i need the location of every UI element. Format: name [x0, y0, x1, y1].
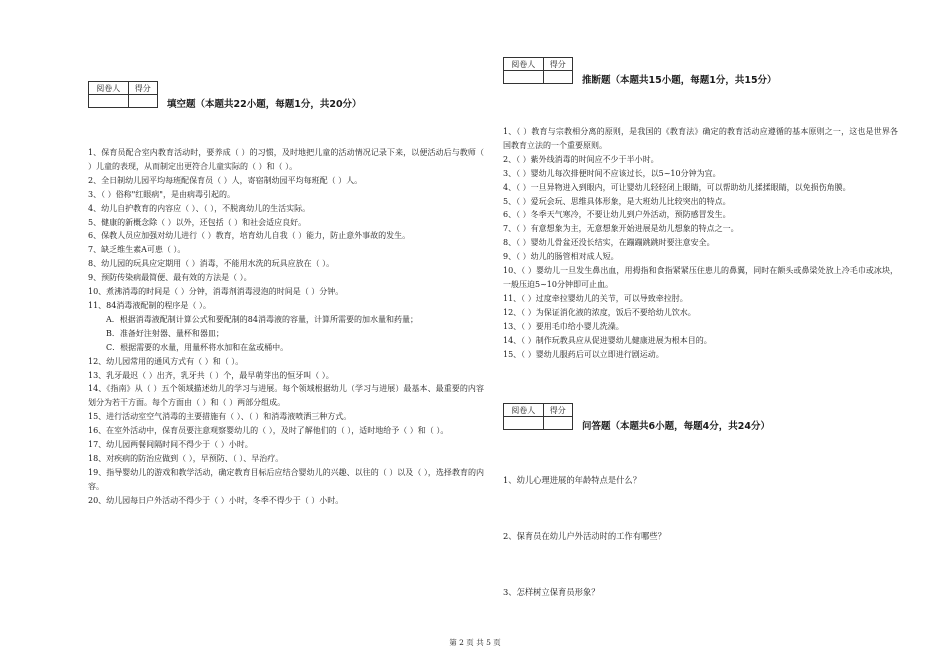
fill-q19: 19、指导婴幼儿的游戏和教学活动，确定教育目标后应结合婴幼儿的兴趣、以往的（ ）以及（ ），选择教育的内容。 — [88, 467, 484, 491]
judge-q1: 1、（ ）教育与宗教相分离的原则，是我国的《教育法》确定的教育活动应遵循的基本原则之一，这也是世界各国教育立法的一个重要原则。 — [503, 127, 898, 150]
judge-q6: 6、（ ）冬季天气寒冷，不要让幼儿到户外活动，预防感冒发生。 — [503, 210, 731, 220]
score-label: 得分 — [128, 82, 157, 95]
judge-questions — [503, 125, 898, 361]
reviewer-label: 阅卷人 — [504, 404, 544, 417]
fill-q11-option-b: B．准备好注射器、量杯和器皿； — [106, 328, 224, 338]
qa-q2: 2、保育员在幼儿户外活动时的工作有哪些？ — [503, 531, 666, 541]
fill-q12: 12、幼儿园常用的通风方式有（ ）和（ ）。 — [88, 356, 244, 366]
judge-q14: 14、（ ）制作玩教具应从促进婴幼儿健康进展为根本目的。 — [503, 335, 712, 345]
fill-q4: 4、幼儿自护教育的内容应（ ）、（ ），不脱离幼儿的生活实际。 — [88, 203, 311, 213]
score-table-qa — [503, 403, 573, 430]
judge-q15: 15、（ ）婴幼儿服药后可以立即进行剧运动。 — [503, 349, 664, 359]
judge-q13: 13、（ ）要用毛巾给小婴儿洗澡。 — [503, 321, 624, 331]
fill-q13: 13、乳牙最迟（ ）出齐，乳牙共（ ）个，最早萌芽出的恒牙叫（ ）。 — [88, 370, 334, 380]
judge-q3: 3、（ ）婴幼儿每次排便时间不应该过长，以5~10分钟为宜。 — [503, 168, 721, 178]
fill-q15: 15、进行活动室空气消毒的主要措施有（ ）、（ ）和消毒液喷洒三种方式。 — [88, 412, 352, 422]
qa-q3: 3、怎样树立保育员形象？ — [503, 587, 600, 597]
fill-q17: 17、幼儿园两餐间隔时间不得少于（ ）小时。 — [88, 440, 253, 450]
page-footer: 第 2 页 共 5 页 — [449, 638, 501, 647]
fill-q11-option-a: A．根据消毒液配制计算公式和要配制的84消毒液的容量，计算所需要的加水量和药量； — [106, 314, 418, 324]
fill-q5: 5、健康的新概念除（ ）以外，还包括（ ）和社会适应良好。 — [88, 217, 307, 227]
judge-q5: 5、（ ）爱玩会玩、思维具体形象，是大班幼儿比较突出的特点。 — [503, 196, 731, 206]
judge-q11: 11、（ ）过度牵拉婴幼儿的关节，可以导致牵拉肘。 — [503, 293, 688, 303]
judge-q9: 9、（ ）幼儿的肠管相对成人短。 — [503, 252, 619, 262]
fill-q18: 18、对疾病的防治应做到（ ），早预防、（ ）、早治疗。 — [88, 453, 284, 463]
fill-q16: 16、在室外活动中，保育员要注意观察婴幼儿的（ ），及时了解他们的（ ），适时地给予（ ）和（ ）。 — [88, 426, 449, 436]
judge-q12: 12、（ ）为保证消化液的浓度，饭后不要给幼儿饮水。 — [503, 307, 696, 317]
judge-section-title: 推断题（本题共15小题，每题1分，共15分） — [582, 75, 777, 86]
reviewer-label: 阅卷人 — [89, 82, 129, 95]
fill-q11-option-c: C．根据需要的水量，用量杯将水加和在盆或桶中。 — [106, 342, 289, 352]
fill-section-title: 填空题（本题共22小题，每题1分，共20分） — [167, 99, 362, 110]
fill-q3: 3、（ ）俗称"红眼病"，是由病毒引起的。 — [88, 189, 235, 199]
judge-q7: 7、（ ）有意想象为主，无意想象开始进展是幼儿想象的特点之一。 — [503, 224, 739, 234]
fill-q20: 20、幼儿园每日户外活动不得少于（ ）小时，冬季不得少于（ ）小时。 — [88, 495, 344, 505]
fill-q9: 9、预防传染病最简便、最有效的方法是（ ）。 — [88, 273, 252, 283]
score-table-judge — [503, 57, 573, 84]
fill-q11: 11、84消毒液配制的程序是（ ）。 — [88, 300, 211, 310]
fill-q6: 6、保教人员应加强对幼儿进行（ ）教育，培育幼儿自我（ ）能力，防止意外事故的发生。 — [88, 231, 411, 241]
judge-q8: 8、（ ）婴幼儿骨盆还没长结实，在蹦蹦跳跳时要注意安全。 — [503, 238, 715, 248]
judge-q2: 2、（ ）紫外线消毒的时间应不少于半小时。 — [503, 154, 659, 164]
qa-section-title: 问答题（本题共6小题，每题4分，共24分） — [582, 421, 770, 432]
fill-q10: 10、煮沸消毒的时间是（ ）分钟，消毒剂消毒浸泡的时间是（ ）分钟。 — [88, 287, 344, 297]
judge-q10: 10、（ ）婴幼儿一旦发生鼻出血，用拇指和食指紧紧压住患儿的鼻翼，同时在额头或鼻梁处放上冷毛巾或冰块，一般压迫5~10分钟即可止血。 — [503, 266, 898, 289]
fill-q14: 14、《指南》从（ ）五个领域描述幼儿的学习与进展。每个领域根据幼儿（学习与进展）最基本、最重要的内容划分为若干方面。每个方面由（ ）和（ ）两部分组成。 — [88, 384, 484, 408]
score-label: 得分 — [543, 58, 572, 71]
fill-q1: 1、保育员配合室内教育活动时，要养成（ ）的习惯，及时地把儿童的活动情况记录下来，以便活动后与教师（ ）儿童的表现，从而制定出更符合儿童实际的（ ）和（ ）。 — [88, 148, 484, 171]
fill-q8: 8、幼儿园的玩具应定期用（ ）消毒，不能用水洗的玩具应放在（ ）。 — [88, 259, 335, 269]
fill-q2: 2、全日制幼儿园平均每班配保育员（ ）人，寄宿制幼园平均每班配（ ）人。 — [88, 175, 363, 185]
fill-questions — [88, 146, 484, 508]
qa-q1: 1、幼儿心理进展的年龄特点是什么？ — [503, 475, 642, 485]
reviewer-label: 阅卷人 — [504, 58, 544, 71]
score-table-fill — [88, 81, 158, 108]
score-label: 得分 — [543, 404, 572, 417]
judge-q4: 4、（ ）一旦异物进入到眼内，可让婴幼儿轻轻闭上眼睛，可以帮助幼儿揉揉眼睛，以免损伤角膜。 — [503, 182, 851, 192]
fill-q7: 7、缺乏维生素A可患（ ）。 — [88, 245, 186, 255]
